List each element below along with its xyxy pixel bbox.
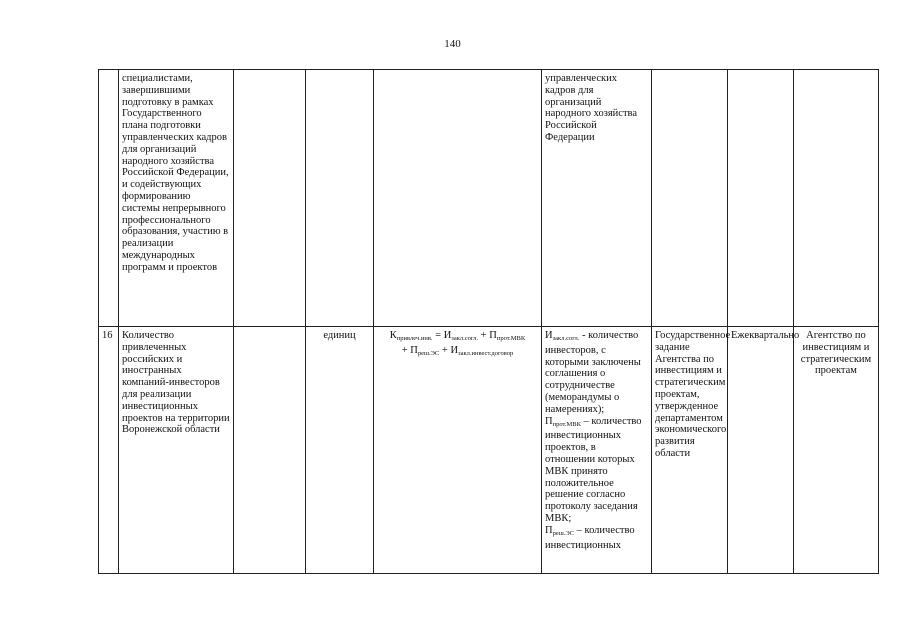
description-cell <box>542 327 652 574</box>
formula-cell <box>374 327 542 574</box>
formula-subscript: реш.ЭС <box>417 350 440 357</box>
source-cell <box>652 70 728 327</box>
formula-symbol: И <box>443 330 452 341</box>
formula-operator: = <box>432 330 444 341</box>
formula-operator: + <box>401 345 411 356</box>
periodicity-cell: Ежеквартально <box>728 327 794 574</box>
empty-cell <box>234 327 306 574</box>
description-cell: управленческих кадров для организаций народного хозяйства Российской Федерации <box>542 70 652 327</box>
formula-subscript: привлеч.инв. <box>396 335 433 342</box>
row-number-cell: 16 <box>99 327 119 574</box>
formula-operator: + <box>478 330 490 341</box>
formula-symbol: П <box>489 330 497 341</box>
table-row <box>99 327 879 574</box>
formula-symbol: И <box>450 345 459 356</box>
unit-cell: единиц <box>306 327 374 574</box>
description-item: $И_{закл.согл.}$ - количество инвесторов, с которыми заключены соглашения о сотрудничестве (меморандумы о намерениях); <box>545 330 641 415</box>
empty-cell <box>234 70 306 327</box>
source-cell: Государственное задание Агентства по инвестициям и стратегическим проектам, утвержденное департаментом экономического развития области <box>652 327 728 574</box>
formula-symbol: К <box>389 330 397 341</box>
formula-cell <box>374 70 542 327</box>
formula-subscript: закл.инвест.договор <box>458 350 514 357</box>
indicator-name-cell: специалистами, завершившими подготовку в рамках Государственного плана подготовки управленческих кадров для организаций народного хозяйства Российской Федерации, и содействующих формированию системы непрерывного профессионального образования, участию в реализации международных программ и проектов <box>119 70 234 327</box>
formula-operator: + <box>439 345 451 356</box>
periodicity-cell <box>728 70 794 327</box>
formula-subscript: закл.согл. <box>451 335 479 342</box>
page-number: 140 <box>444 38 461 50</box>
responsible-cell: Агентство по инвестициям и стратегическим проектам <box>794 327 879 574</box>
row-number-cell <box>99 70 119 327</box>
indicator-name-cell: Количество привлеченных российских и иностранных компаний-инвесторов для реализации инвестиционных проектов на территории Воронежской области <box>119 327 234 574</box>
responsible-cell <box>794 70 879 327</box>
description-item: $П_{реш.ЭС}$ – количество инвестиционных <box>545 524 635 551</box>
indicator-table <box>98 69 879 574</box>
table-row <box>99 70 879 327</box>
formula-symbol: П <box>410 345 418 356</box>
formula-subscript: прот.МВК <box>496 335 526 342</box>
description-item: $П_{прот.МВК}$ – количество инвестиционных проектов, в отношении которых МВК принято положительное решение согласно протоколу заседания МВК; <box>545 415 642 524</box>
unit-cell <box>306 70 374 327</box>
